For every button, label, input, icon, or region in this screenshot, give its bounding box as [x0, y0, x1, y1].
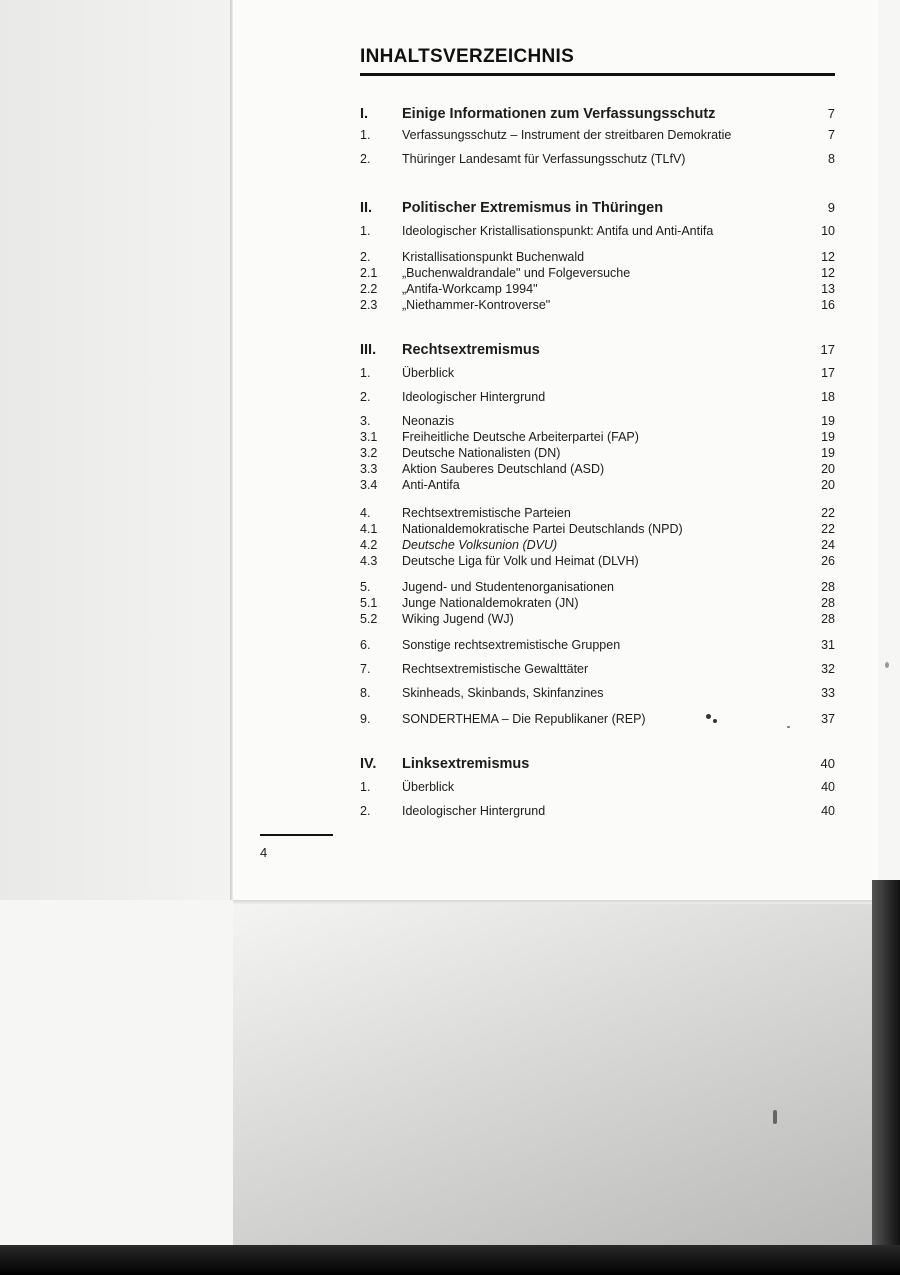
toc-entry — [360, 712, 835, 730]
toc-title: Thüringer Landesamt für Verfassungsschutz (TLfV) — [402, 152, 686, 166]
toc-entry — [360, 366, 835, 384]
toc-number: 7. — [360, 662, 371, 676]
toc-number: 2.3 — [360, 298, 378, 312]
toc-title: Verfassungsschutz – Instrument der streitbaren Demokratie — [402, 128, 732, 142]
toc-title: SONDERTHEMA – Die Republikaner (REP) — [402, 712, 646, 726]
toc-title: Neonazis — [402, 414, 455, 428]
toc-number: 4.1 — [360, 522, 378, 536]
toc-title: Sonstige rechtsextremistische Gruppen — [402, 638, 621, 652]
toc-title: Überblick — [402, 366, 455, 380]
toc-number: I. — [360, 106, 369, 122]
facing-page-margin — [0, 0, 232, 900]
toc-number: III. — [360, 342, 377, 358]
toc-page-number: 28 — [821, 596, 835, 610]
toc-page-number: 18 — [821, 390, 835, 404]
scan-speck — [773, 1110, 777, 1124]
toc-page-number: 20 — [821, 478, 835, 492]
toc-number: 4. — [360, 506, 371, 520]
toc-number: 5.1 — [360, 596, 378, 610]
toc-entry — [360, 638, 835, 656]
toc-title: Deutsche Nationalisten (DN) — [402, 446, 561, 460]
page-fold-edge — [230, 0, 233, 900]
toc-entry — [360, 804, 835, 822]
toc-page-number: 17 — [821, 366, 835, 380]
toc-title: Ideologischer Hintergrund — [402, 390, 546, 404]
toc-number: 4.2 — [360, 538, 378, 552]
toc-title: Politischer Extremismus in Thüringen — [402, 200, 664, 216]
toc-entry — [360, 612, 835, 630]
toc-title: Anti-Antifa — [402, 478, 460, 492]
toc-page-number: 12 — [821, 250, 835, 264]
toc-page-number: 17 — [820, 342, 835, 357]
toc-number: 2. — [360, 804, 371, 818]
toc-page-number: 19 — [821, 430, 835, 444]
toc-title: Skinheads, Skinbands, Skinfanzines — [402, 686, 604, 700]
toc-number: 3.2 — [360, 446, 378, 460]
toc-number: 3.1 — [360, 430, 378, 444]
toc-title: „Buchenwaldrandale" und Folgeversuche — [402, 266, 631, 280]
toc-number: 1. — [360, 366, 371, 380]
footer-rule — [260, 834, 333, 836]
toc-number: II. — [360, 200, 373, 216]
toc-page-number: 24 — [821, 538, 835, 552]
toc-page-number: 26 — [821, 554, 835, 568]
page-number: 4 — [260, 845, 268, 860]
toc-title: Freiheitliche Deutsche Arbeiterpartei (FAP) — [402, 430, 639, 444]
toc-number: 2. — [360, 250, 371, 264]
toc-page-number: 28 — [821, 580, 835, 594]
toc-entry — [360, 390, 835, 408]
toc-number: 2.1 — [360, 266, 378, 280]
toc-entry — [360, 662, 835, 680]
toc-entry — [360, 554, 835, 572]
toc-title: Ideologischer Kristallisationspunkt: Antifa und Anti-Antifa — [402, 224, 714, 238]
toc-section-heading — [360, 200, 835, 220]
toc-section-heading — [360, 106, 835, 126]
scan-background — [233, 904, 873, 1245]
page-title: INHALTSVERZEICHNIS — [360, 46, 575, 67]
toc-number: 5. — [360, 580, 371, 594]
toc-number: 1. — [360, 780, 371, 794]
toc-entry — [360, 478, 835, 496]
toc-page-number: 10 — [821, 224, 835, 238]
toc-number: 9. — [360, 712, 371, 726]
toc-page-number: 37 — [821, 712, 835, 726]
toc-page-number: 33 — [821, 686, 835, 700]
toc-page-number: 22 — [821, 522, 835, 536]
toc-number: 1. — [360, 128, 371, 142]
toc-page-number: 12 — [821, 266, 835, 280]
toc-page-number: 31 — [821, 638, 835, 652]
toc-number: IV. — [360, 756, 377, 772]
toc-page-number: 40 — [820, 756, 835, 771]
toc-number: 2. — [360, 152, 371, 166]
toc-page-number: 13 — [821, 282, 835, 296]
toc-number: 3. — [360, 414, 371, 428]
toc-title: „Niethammer-Kontroverse" — [402, 298, 551, 312]
toc-title: Rechtsextremismus — [402, 342, 540, 358]
toc-page-number: 8 — [828, 152, 835, 166]
toc-section-heading — [360, 342, 835, 362]
toc-number: 3.4 — [360, 478, 378, 492]
toc-number: 3.3 — [360, 462, 378, 476]
toc-title: Nationaldemokratische Partei Deutschlands (NPD) — [402, 522, 683, 536]
toc-page-number: 7 — [828, 128, 835, 142]
title-rule — [360, 73, 835, 76]
toc-title: Jugend- und Studentenorganisationen — [402, 580, 614, 594]
toc-number: 2. — [360, 390, 371, 404]
toc-title: Deutsche Volksunion (DVU) — [402, 538, 558, 552]
toc-section-heading — [360, 756, 835, 776]
toc-title: Aktion Sauberes Deutschland (ASD) — [402, 462, 605, 476]
toc-title: Einige Informationen zum Verfassungsschutz — [402, 106, 716, 122]
toc-title: Ideologischer Hintergrund — [402, 804, 546, 818]
toc-page-number: 7 — [827, 106, 835, 121]
scan-speck — [713, 719, 717, 723]
toc-entry — [360, 224, 835, 242]
toc-number: 8. — [360, 686, 371, 700]
toc-entry — [360, 686, 835, 704]
toc-number: 4.3 — [360, 554, 378, 568]
toc-title: Deutsche Liga für Volk und Heimat (DLVH) — [402, 554, 639, 568]
toc-page-number: 16 — [821, 298, 835, 312]
toc-page-number: 40 — [821, 804, 835, 818]
toc-page-number: 32 — [821, 662, 835, 676]
scan-speck — [706, 714, 711, 719]
scan-speck — [885, 662, 889, 668]
scan-shadow-right — [872, 880, 900, 1275]
toc-title: Rechtsextremistische Parteien — [402, 506, 571, 520]
toc-page-number: 9 — [827, 200, 835, 215]
toc-title: Überblick — [402, 780, 455, 794]
toc-number: 5.2 — [360, 612, 378, 626]
toc-title: Wiking Jugend (WJ) — [402, 612, 514, 626]
toc-entry — [360, 152, 835, 170]
toc-number: 6. — [360, 638, 371, 652]
toc-title: „Antifa-Workcamp 1994" — [402, 282, 538, 296]
toc-entry — [360, 128, 835, 146]
toc-page-number: 28 — [821, 612, 835, 626]
toc-page-number: 22 — [821, 506, 835, 520]
toc-title: Junge Nationaldemokraten (JN) — [402, 596, 579, 610]
scan-speck — [787, 726, 790, 728]
toc-entry — [360, 780, 835, 798]
toc-title: Rechtsextremistische Gewalttäter — [402, 662, 589, 676]
toc-number: 1. — [360, 224, 371, 238]
toc-page-number: 40 — [821, 780, 835, 794]
toc-title: Kristallisationspunkt Buchenwald — [402, 250, 585, 264]
toc-page-number: 19 — [821, 414, 835, 428]
toc-page-number: 20 — [821, 462, 835, 476]
toc-title: Linksextremismus — [402, 756, 530, 772]
toc-number: 2.2 — [360, 282, 378, 296]
toc-entry — [360, 298, 835, 316]
scan-shadow-bottom — [0, 1245, 900, 1275]
toc-page-number: 19 — [821, 446, 835, 460]
